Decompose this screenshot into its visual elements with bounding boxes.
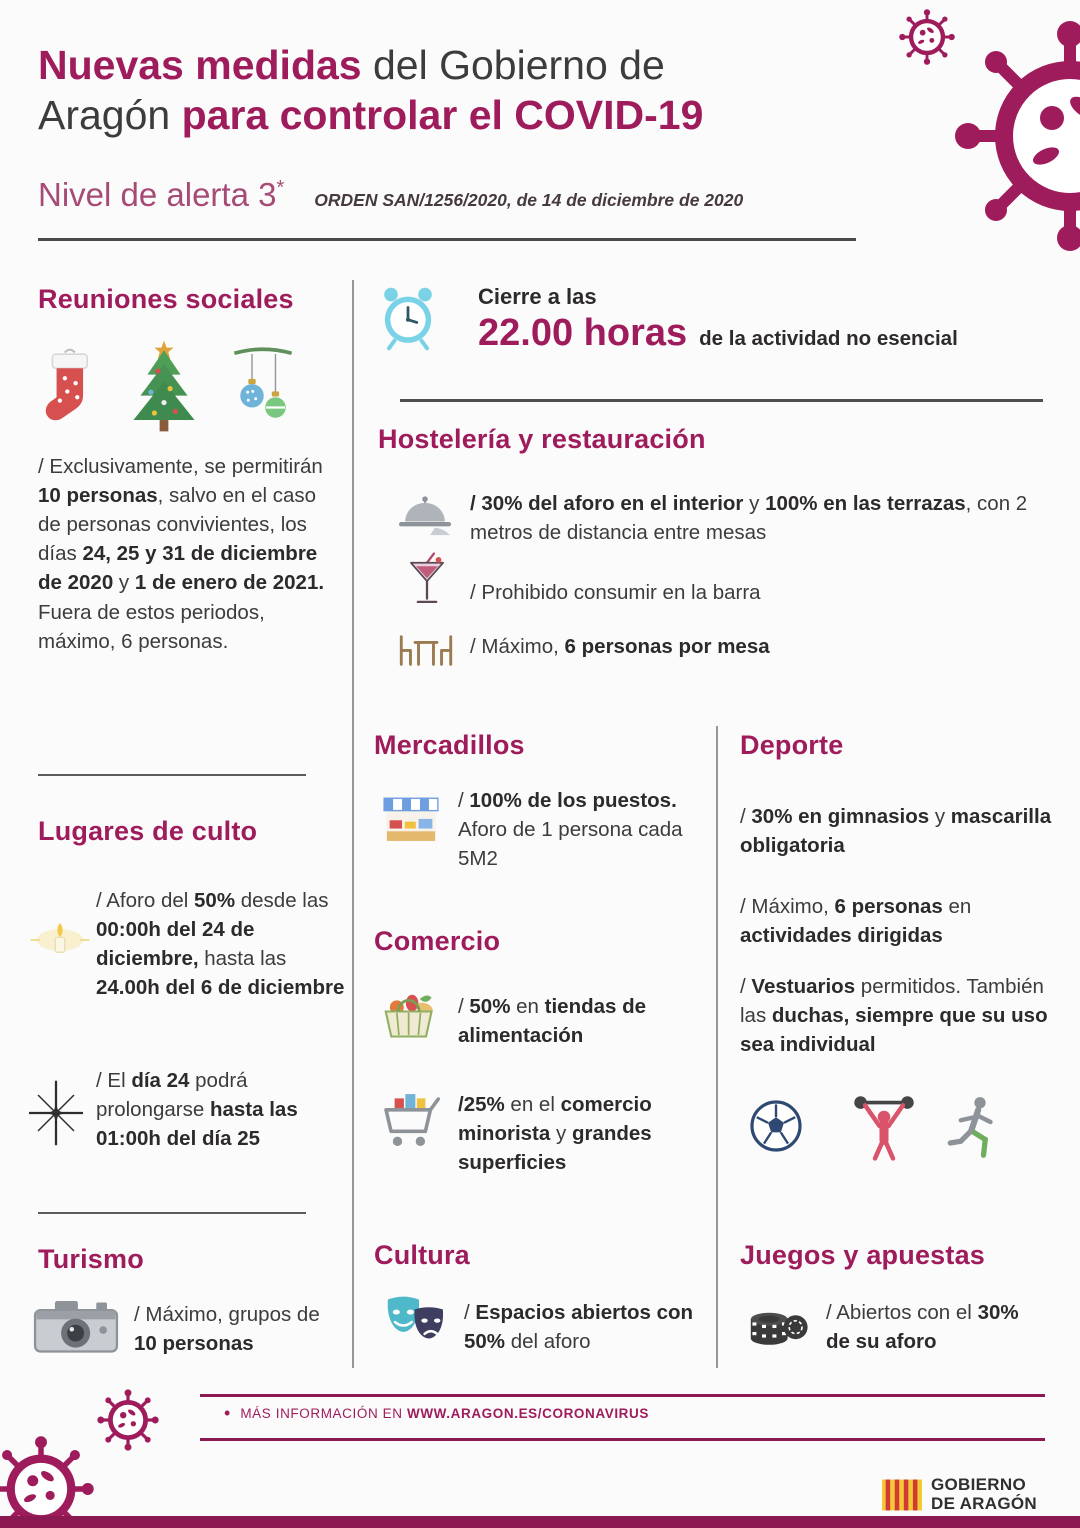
footer-info-text [240, 1406, 649, 1421]
christmas-tree-icon [124, 338, 204, 434]
serving-dish-icon [394, 488, 456, 540]
table-chairs-icon [392, 624, 460, 670]
virus-icon [898, 8, 956, 66]
order-reference: ORDEN SAN/1256/2020, de 14 de diciembre de 2020 [314, 190, 744, 210]
page-title [38, 40, 878, 140]
mercadillos-item: / 100% de los puestos. Aforo de 1 persona cada 5M2 [458, 789, 683, 871]
culto-item-2: / El día 24 podrá prolongarse hasta las 01:00h del día 25 [96, 1069, 298, 1151]
alarm-clock-icon [374, 282, 442, 352]
hosteleria-item-2: / Prohibido consumir en la barra [470, 581, 761, 604]
cocktail-icon [404, 548, 450, 612]
header-divider [38, 238, 856, 241]
christmas-icons-row [40, 338, 296, 434]
gobierno-aragon-logo [882, 1476, 1037, 1513]
virus-icon [96, 1388, 160, 1452]
alert-level-text: Nivel de alerta 3 [38, 176, 277, 213]
shopping-cart-icon [376, 1084, 444, 1160]
comercio-item-1: / 50% en tiendas de alimentación [458, 995, 647, 1048]
sparkle-star-icon [26, 1074, 86, 1152]
candle-icon [26, 912, 94, 964]
title-plain-1: del Gobierno de [361, 42, 665, 88]
gobierno-aragon-name [931, 1476, 1037, 1513]
camera-icon [32, 1295, 120, 1359]
virus-icon [950, 16, 1080, 256]
closing-time: 22.00 horas [478, 312, 688, 354]
section-heading-cultura: Cultura [374, 1240, 470, 1270]
reuniones-body: / Exclusivamente, se permitirán 10 personas, salvo en el caso de personas convivientes, los días 24, 25 y 31 de diciembre de 2020 y 1 de enero de 2021. Fuera de estos periodos, máximo, 6 personas. [38, 455, 325, 653]
footer-divider-bottom [200, 1438, 1045, 1441]
market-stall-icon [380, 792, 442, 852]
gov-line-1: GOBIERNO [931, 1475, 1026, 1494]
title-highlight-1: Nuevas medidas [38, 42, 362, 88]
virus-icon [0, 1434, 96, 1528]
deporte-item-3: / Vestuarios permitidos. También las duchas, siempre que su uso sea individual [740, 975, 1048, 1057]
alert-asterisk: * [276, 177, 285, 199]
section-heading-comercio: Comercio [374, 926, 501, 956]
juegos-item: / Abiertos con el 30% de su aforo [826, 1301, 1019, 1354]
section-heading-deporte: Deporte [740, 730, 844, 760]
section-heading-culto: Lugares de culto [38, 816, 258, 846]
runner-icon [944, 1094, 1002, 1164]
closing-line-2 [478, 312, 1044, 355]
vertical-divider-middle [716, 726, 718, 1368]
grocery-basket-icon [376, 986, 442, 1046]
closing-suffix: de la actividad no esencial [699, 327, 958, 350]
hosteleria-item-1: / 30% del aforo en el interior y 100% en las terrazas, con 2 metros de distancia entre mesas [470, 492, 1028, 545]
theater-masks-icon [378, 1292, 452, 1352]
comercio-item-2: /25% en el comercio minorista y grandes superficies [458, 1093, 652, 1175]
title-plain-2: Aragón [38, 92, 182, 139]
section-heading-mercadillos: Mercadillos [374, 730, 525, 760]
turismo-item: / Máximo, grupos de 10 personas [134, 1303, 320, 1356]
cultura-item: / Espacios abiertos con 50% del aforo [464, 1301, 694, 1354]
section-heading-turismo: Turismo [38, 1244, 144, 1274]
poker-chips-icon [746, 1292, 810, 1348]
left-section-divider [38, 774, 306, 776]
stocking-icon [40, 344, 98, 434]
weightlifter-icon [850, 1090, 918, 1162]
section-heading-juegos: Juegos y apuestas [740, 1240, 986, 1270]
culto-item-1: / Aforo del 50% desde las 00:00h del 24 de diciembre, hasta las 24.00h del 6 de diciembre [96, 889, 345, 1000]
closing-line-1: Cierre a las [478, 284, 597, 309]
aragon-flag-icon [882, 1479, 922, 1511]
left-section-divider [38, 1212, 306, 1214]
footer-info-prefix: MÁS INFORMACIÓN EN [240, 1405, 407, 1421]
title-line-2 [38, 90, 878, 140]
football-icon [748, 1098, 804, 1154]
footer-divider-top [200, 1394, 1045, 1397]
gov-line-2: DE ARAGÓN [931, 1493, 1037, 1513]
title-highlight-2: para controlar el COVID-19 [181, 92, 704, 139]
deporte-item-1: / 30% en gimnasios y mascarilla obligatoria [740, 805, 1052, 858]
hosteleria-divider [400, 399, 1043, 402]
footer-info-url[interactable]: WWW.ARAGON.ES/CORONAVIRUS [406, 1405, 649, 1421]
hosteleria-item-3: / Máximo, 6 personas por mesa [470, 635, 770, 658]
vertical-divider-left [352, 280, 354, 1368]
footer-bullet: • [224, 1403, 231, 1423]
footer-info [224, 1404, 649, 1422]
section-heading-hosteleria: Hostelería y restauración [378, 424, 706, 454]
bottom-accent-bar [0, 1516, 1080, 1528]
title-line-1 [38, 40, 878, 90]
section-heading-reuniones: Reuniones sociales [38, 284, 294, 314]
deporte-item-2: / Máximo, 6 personas en actividades dirigidas [740, 895, 972, 948]
ornaments-icon [230, 340, 296, 434]
closing-time-banner [478, 284, 1044, 355]
alert-level-row [38, 176, 743, 214]
